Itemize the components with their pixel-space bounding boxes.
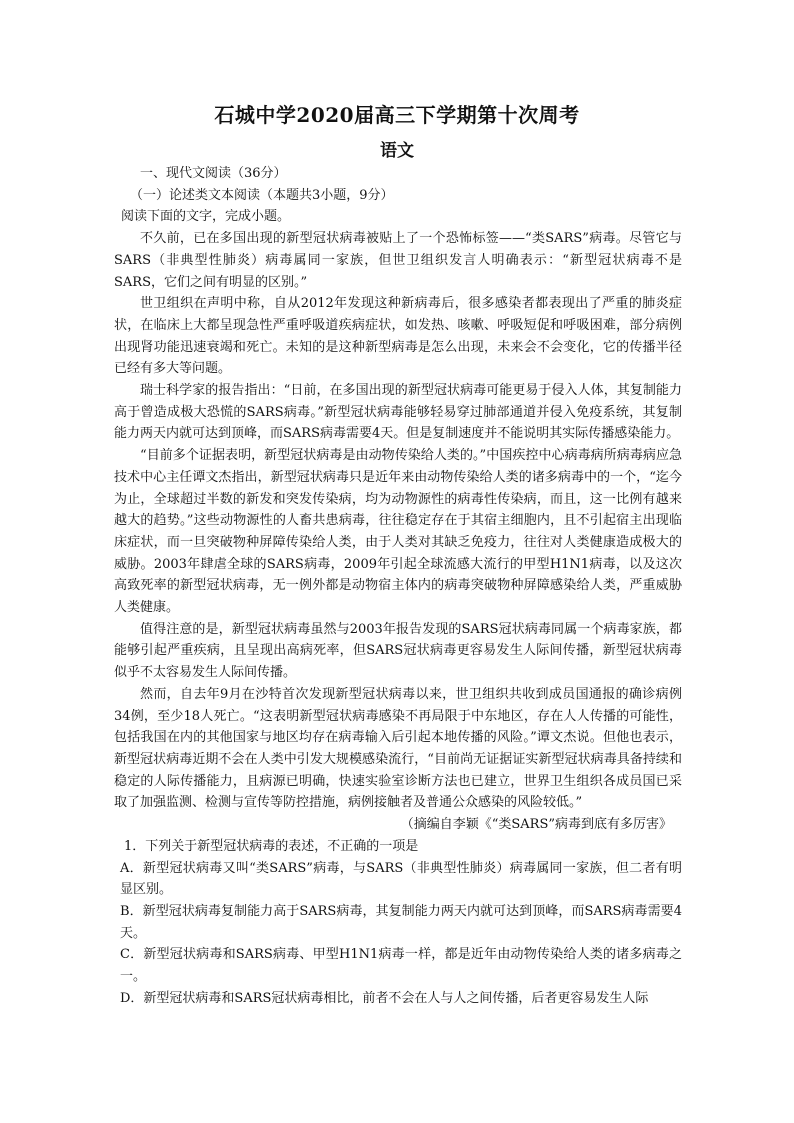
passage-paragraph: 然而，自去年9月在沙特首次发现新型冠状病毒以来，世卫组织共收到成员国通报的确诊病例34例，至少18人死亡。“这表明新型冠状病毒感染不再局限于中东地区，存在人人传播的可能性，包括我国在内的其他国家与地区均存在病毒输入后引起本地传播的风险。”谭文杰说。但他也表示，新型冠状病毒近期不会在人类中引发大规模感染流行，“目前尚无证据证实新型冠状病毒具备持续和稳定的人际传播能力，且病源已明确，快速实验室诊断方法也已建立，世界卫生组织各成员国已采取了加强监测、检测与宣传等防控措施，病例接触者及普通公众感染的风险较低。” xyxy=(114,686,682,811)
passage-paragraph: 瑞士科学家的报告指出：“日前，在多国出现的新型冠状病毒可能更易于侵入人体，其复制能力高于曾造成极大恐慌的SARS病毒。”新型冠状病毒能够轻易穿过肺部通道并侵入免疫系统，其复制能力两天内就可达到顶峰，而SARS病毒需要4天。但是复制速度并不能说明其实际传播感染能力。 xyxy=(114,383,682,442)
exam-title: 石城中学2020届高三下学期第十次周考 xyxy=(214,103,580,127)
subsection-heading: （一）论述类文本阅读（本题共3小题，9分） xyxy=(130,187,394,203)
passage-paragraph: 不久前，已在多国出现的新型冠状病毒被贴上了一个恐怖标签——“类SARS”病毒。尽管它与SARS（非典型性肺炎）病毒属同一家族，但世卫组织发言人明确表示：“新型冠状病毒不是SARS，它们之间有明显的区别。” xyxy=(114,231,682,290)
section-heading: 一、现代文阅读（36分） xyxy=(140,166,287,181)
answer-option-c: C．新型冠状病毒和SARS病毒、甲型H1N1病毒一样，都是近年由动物传染给人类的诸多病毒之一。 xyxy=(120,947,682,985)
question-stem: 1．下列关于新型冠状病毒的表述，不正确的一项是 xyxy=(124,838,419,854)
source-citation: （摘编自李颖《“类SARS”病毒到底有多厉害》 xyxy=(400,817,672,833)
passage-paragraph: 值得注意的是，新型冠状病毒虽然与2003年报告发现的SARS冠状病毒同属一个病毒家族，都能够引起严重疾病，且呈现出高病死率，但SARS冠状病毒更容易发生人际间传播，新型冠状病毒似乎不太容易发生人际间传播。 xyxy=(114,621,682,681)
passage-paragraph: “目前多个证据表明，新型冠状病毒是由动物传染给人类的。”中国疾控中心病毒病所病毒病应急技术中心主任谭文杰指出，新型冠状病毒只是近年来由动物传染给人类的诸多病毒中的一个，“迄今为止，全球超过半数的新发和突发传染病，均为动物源性的病毒性传染病，而且，这一比例有越来越大的趋势。”这些动物源性的人畜共患病毒，往往稳定存在于其宿主细胞内，且不引起宿主出现临床症状，而一旦突破物种屏障传染给人类，由于人类对其缺乏免疫力，往往对人类健康造成极大的威胁。2003年肆虐全球的SARS病毒，2009年引起全球流感大流行的甲型H1N1病毒，以及这次高致死率的新型冠状病毒，无一例外都是动物宿主体内的病毒突破物种屏障感染给人类，严重威胁人类健康。 xyxy=(114,448,682,616)
document-body xyxy=(114,163,682,1009)
subject-title: 语文 xyxy=(380,141,414,161)
answer-option-a: A．新型冠状病毒又叫“类SARS”病毒，与SARS（非典型性肺炎）病毒属同一家族，但二者有明显区别。 xyxy=(120,860,682,898)
passage-paragraph: 世卫组织在声明中称，自从2012年发现这种新病毒后，很多感染者都表现出了严重的肺炎症状，在临床上大都呈现急性严重呼吸道疾病症状，如发热、咳嗽、呼吸短促和呼吸困难，部分病例出现肾功能迅速衰竭和死亡。未知的是这种新型病毒是怎么出现，未来会不会变化，它的传播半径已经有多大等问题。 xyxy=(114,296,682,377)
answer-option-b: B．新型冠状病毒复制能力高于SARS病毒，其复制能力两天内就可达到顶峰，而SARS病毒需要4天。 xyxy=(120,903,682,941)
answer-option-d: D．新型冠状病毒和SARS冠状病毒相比，前者不会在人与人之间传播，后者更容易发生人际 xyxy=(120,990,649,1006)
reading-instruction: 阅读下面的文字，完成小题。 xyxy=(121,209,291,225)
